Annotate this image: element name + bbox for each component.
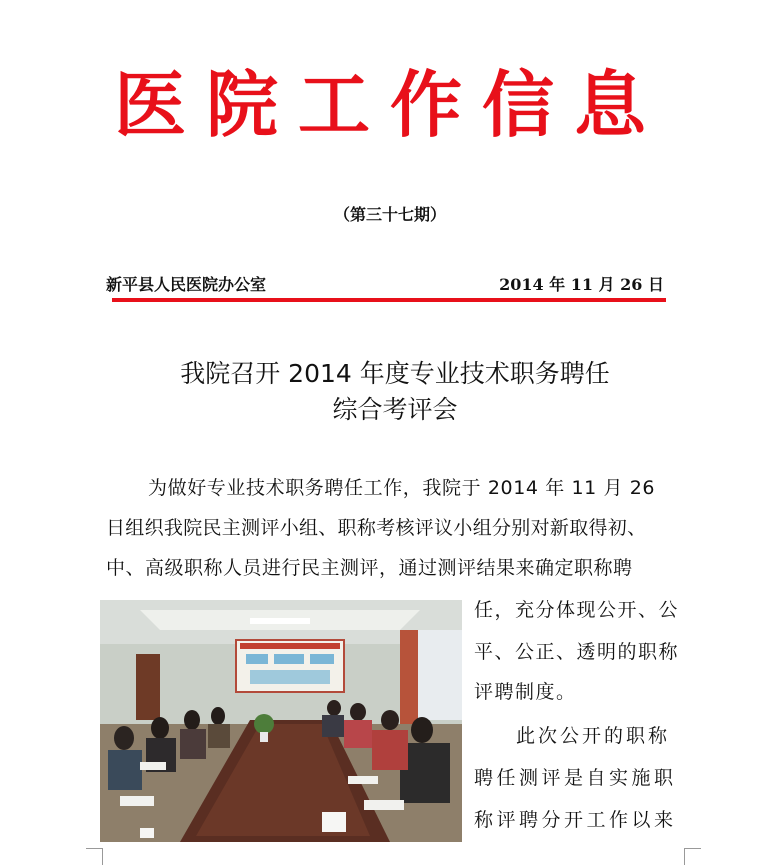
page-corner-mark-right [684, 848, 701, 865]
issue-number: （第三十七期） [333, 205, 446, 224]
body-line-2: 日组织我院民主测评小组、职称考核评议小组分别对新取得初、 [106, 517, 647, 539]
body-wrap-line-5: 聘任测评是自实施职 [474, 767, 677, 789]
meeting-photo-illustration [100, 600, 462, 842]
body-line-1: 为做好专业技术职务聘任工作，我院于 2014 年 11 月 26 [148, 477, 656, 499]
headline-line-2: 综合考评会 [332, 395, 458, 424]
body-wrap-line-2: 平、公正、透明的职称 [474, 641, 680, 663]
page-corner-mark-left [86, 848, 103, 865]
body-line-3: 中、高级职称人员进行民主测评，通过测评结果来确定职称聘 [106, 557, 633, 579]
body-wrap-line-3: 评聘制度。 [474, 681, 577, 703]
meeting-photo [100, 600, 462, 842]
headline-line-1: 我院召开 2014 年度专业技术职务聘任 [180, 359, 610, 388]
masthead-title: 医院工作信息 [113, 62, 666, 147]
red-divider [112, 298, 666, 302]
issuing-office: 新平县人民医院办公室 [106, 275, 267, 294]
body-wrap-line-4: 此次公开的职称 [516, 725, 671, 747]
issue-date: 2014 年 11 月 26 日 [499, 275, 664, 294]
body-wrap-line-1: 任，充分体现公开、公 [474, 599, 680, 621]
body-wrap-line-6: 称评聘分开工作以来 [474, 809, 677, 831]
article-headline [0, 356, 780, 428]
